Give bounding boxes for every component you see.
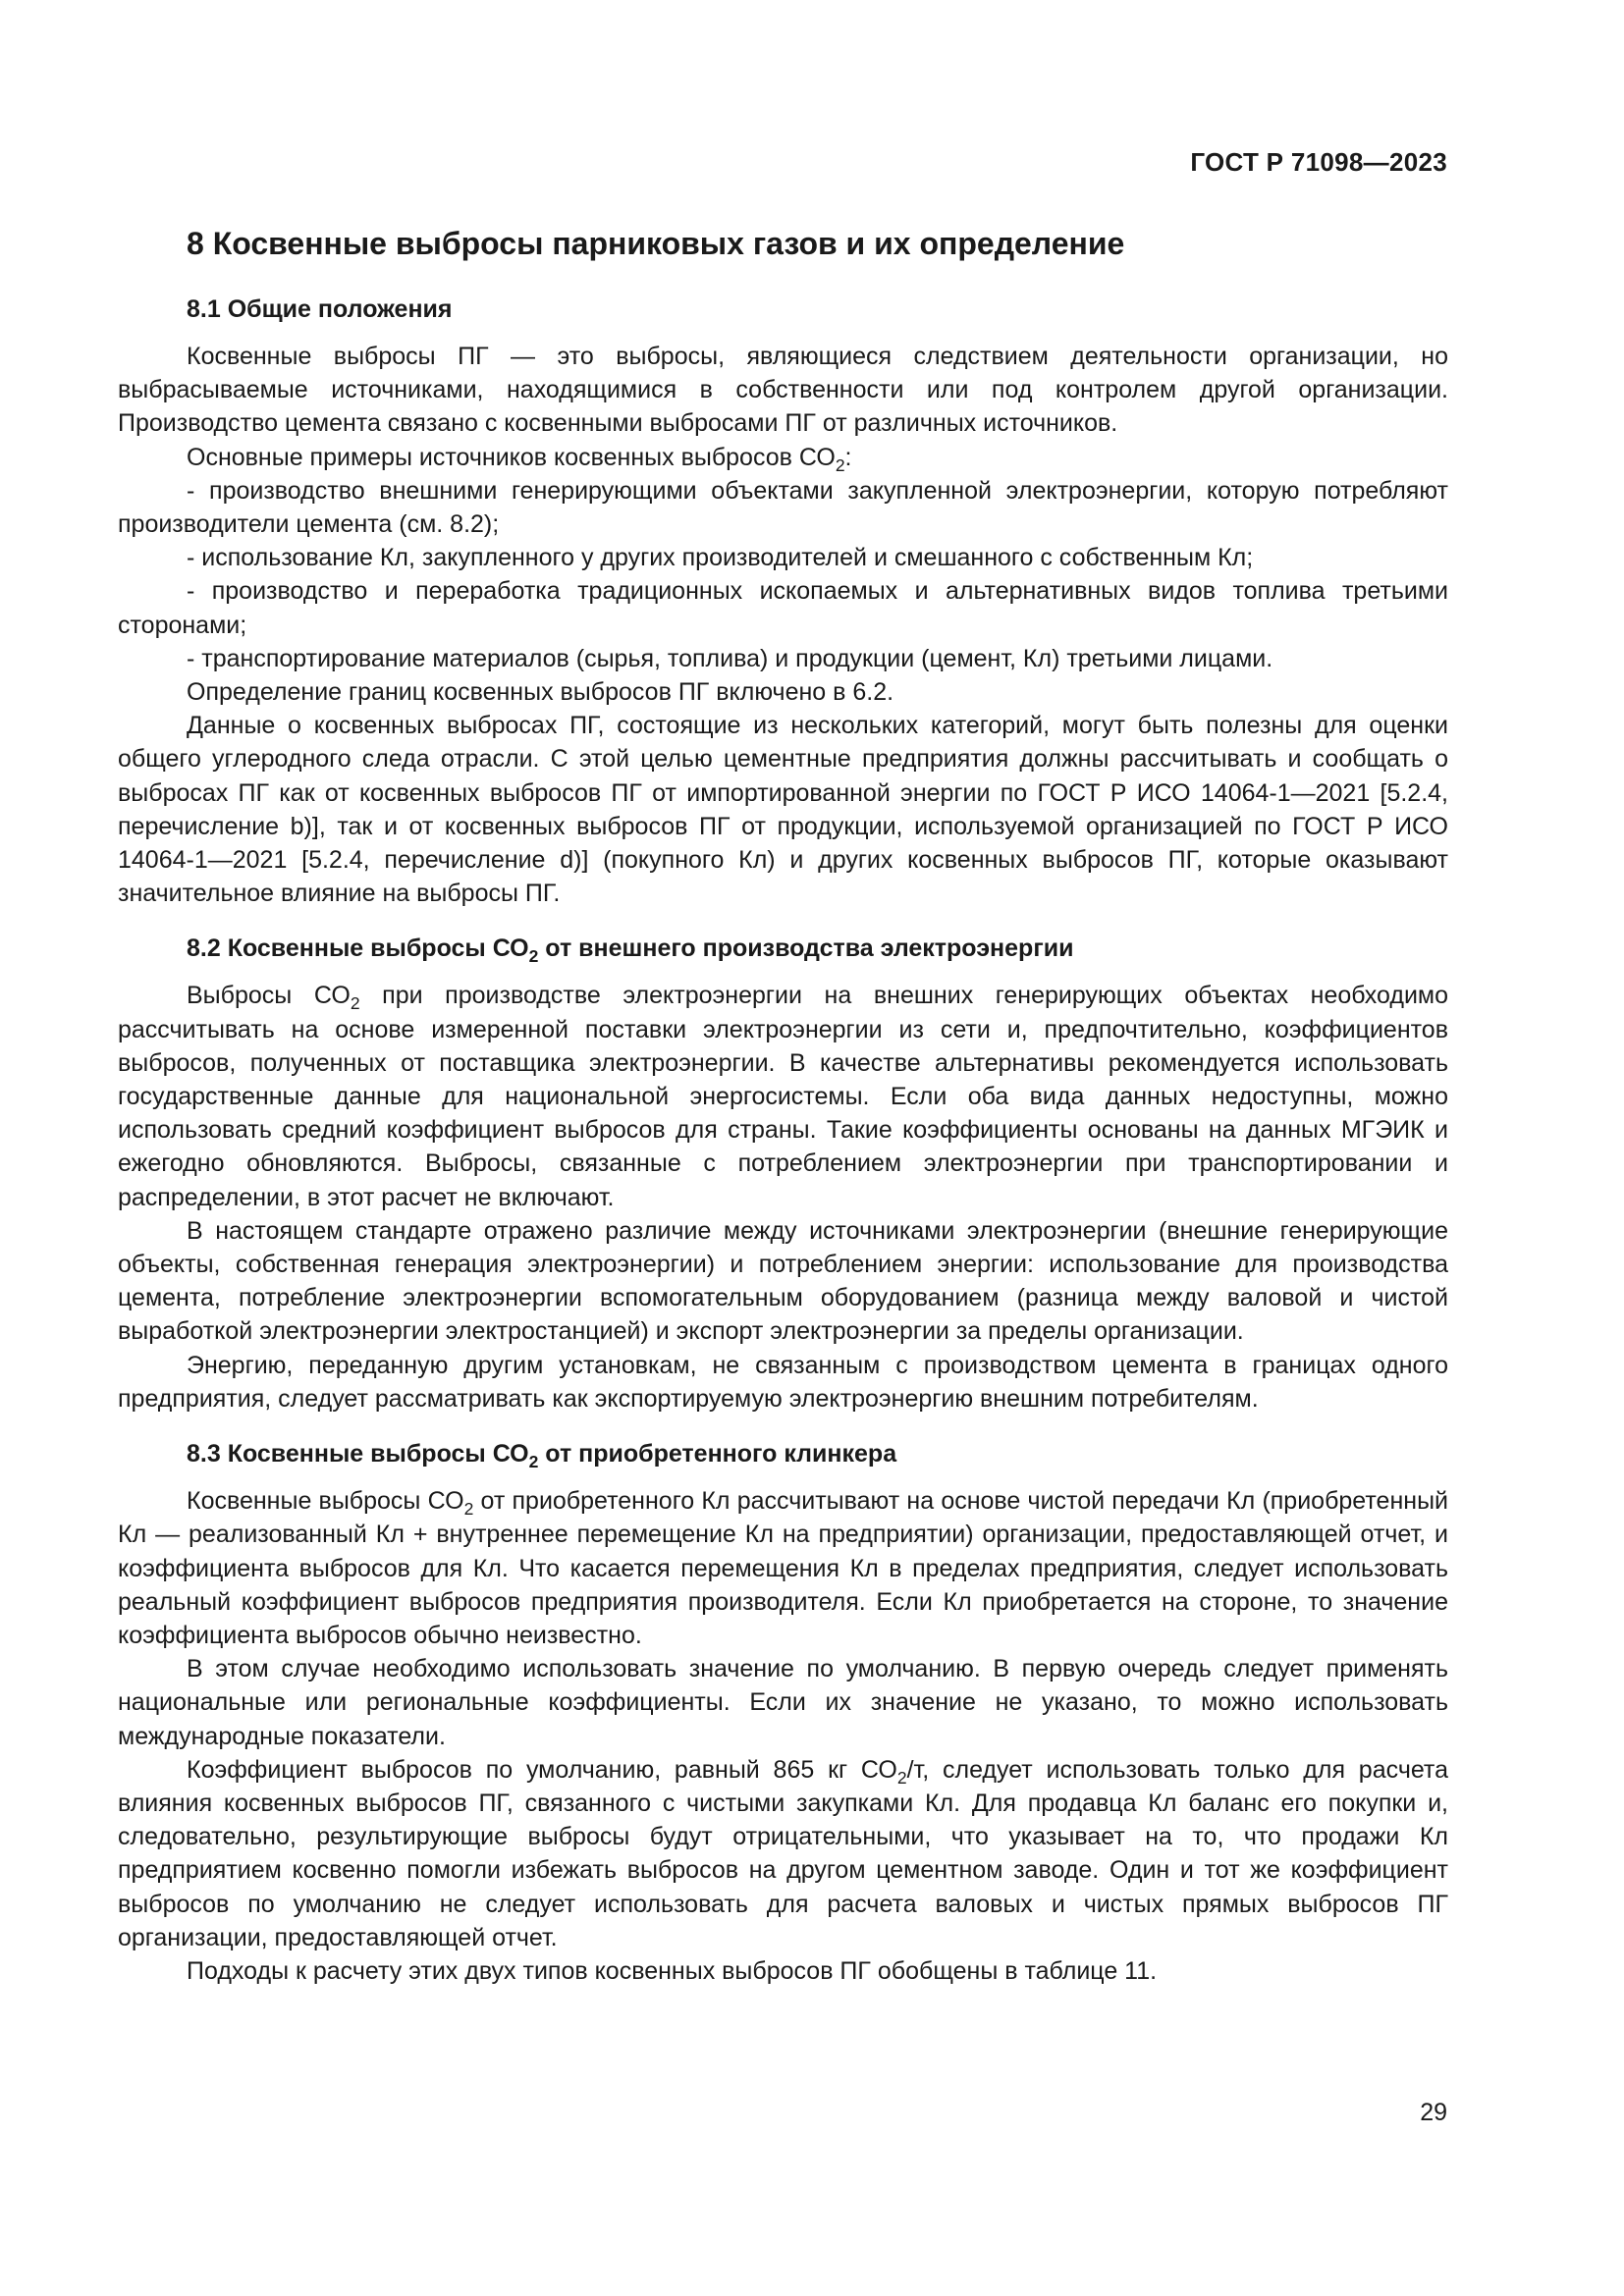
- paragraph: Энергию, переданную другим установкам, не связанным с производством цемента в границах одного предприятия, следует рассматривать как экспортируемую электроэнергию внешним потребителям.: [118, 1351, 1448, 1413]
- document-body: [118, 224, 1448, 1988]
- paragraph: Коэффициент выбросов по умолчанию, равный 865 кг $СО_2/т$, следует использовать только для расчета влияния косвенных выбросов ПГ, связанного с чистыми закупками Кл. Для продавца Кл баланс его покупки и, следовательно, результирующие выбросы будут отрицательными, что указывает на то, что продажи Кл предприятием косвенно помогли избежать выбросов на другом цементном заводе. Один и тот же коэффициент выбросов по умолчанию не следует использовать для расчета валовых и чистых прямых выбросов ПГ организации, предоставляющей отчет.: [118, 1755, 1448, 1951]
- list-item: - производство и переработка традиционных ископаемых и альтернативных видов топлива третьими сторонами;: [118, 577, 1448, 639]
- paragraph: Определение границ косвенных выбросов ПГ включено в 6.2.: [187, 678, 894, 707]
- list-item: - транспортирование материалов (сырья, топлива) и продукции (цемент, Кл) третьими лицами.: [187, 644, 1273, 672]
- section-8-2-title: 8.2 Косвенные выбросы $СО_2$ от внешнего производства электроэнергии: [187, 934, 1074, 967]
- paragraph: Подходы к расчету этих двух типов косвенных выбросов ПГ обобщены в таблице 11.: [187, 1956, 1158, 1985]
- paragraph: Косвенные выбросы ПГ — это выбросы, являющиеся следствием деятельности организации, но выбрасываемые источниками, находящимися в собственности или под контролем другой организации. Производство цемента связано с косвенными выбросами ПГ от различных источников.: [118, 343, 1448, 438]
- section-8-3-title: 8.3 Косвенные выбросы $СО_2$ от приобретенного клинкера: [187, 1440, 897, 1472]
- page-number: 29: [1420, 2099, 1447, 2126]
- list-item: - использование Кл, закупленного у других производителей и смешанного с собственным Кл;: [187, 544, 1254, 572]
- paragraph: Основные примеры источников косвенных выбросов $СО_2$:: [187, 443, 852, 475]
- paragraph: Косвенные выбросы $СО_2$ от приобретенного Кл рассчитывают на основе чистой передачи Кл (приобретенный Кл — реализованный Кл + внутреннее перемещение Кл на предприятии) организации, предоставляющей отчет, и коэффициента выбросов для Кл. Что касается перемещения Кл в пределах предприятия, следует использовать реальный коэффициент выбросов предприятия производителя. Если Кл приобретается на стороне, то значение коэффициента выбросов обычно неизвестно.: [118, 1487, 1448, 1649]
- paragraph: В этом случае необходимо использовать значение по умолчанию. В первую очередь следует применять национальные или региональные коэффициенты. Если их значение не указано, то можно использовать международные показатели.: [118, 1655, 1448, 1750]
- section-8-1-title: 8.1 Общие положения: [187, 295, 453, 323]
- paragraph: Данные о косвенных выбросах ПГ, состоящие из нескольких категорий, могут быть полезны для оценки общего углеродного следа отрасли. С этой целью цементные предприятия должны рассчитывать и сообщать о выбросах ПГ как от косвенных выбросов ПГ от импортированной энергии по ГОСТ Р ИСО 14064-1—2021 [5.2.4, перечисление b)], так и от косвенных выбросов ПГ от продукции, используемой организацией по ГОСТ Р ИСО 14064-1—2021 [5.2.4, перечисление d)] (покупного Кл) и других косвенных выбросов ПГ, которые оказывают значительное влияние на выбросы ПГ.: [118, 712, 1448, 908]
- document-code: ГОСТ Р 71098—2023: [1190, 147, 1447, 177]
- paragraph: В настоящем стандарте отражено различие между источниками электроэнергии (внешние генерирующие объекты, собственная генерация электроэнергии) и потреблением энергии: использование для производства цемента, потребление электроэнергии вспомогательным оборудованием (разница между валовой и чистой выработкой электроэнергии электростанцией) и экспорт электроэнергии за пределы организации.: [118, 1216, 1448, 1346]
- paragraph: Выбросы $СО_2$ при производстве электроэнергии на внешних генерирующих объектах необходимо рассчитывать на основе измеренной поставки электроэнергии из сети и, предпочтительно, коэффициентов выбросов, полученных от поставщика электроэнергии. В качестве альтернативы рекомендуется использовать государственные данные для национальной энергосистемы. Если оба вида данных недоступны, можно использовать средний коэффициент выбросов для страны. Такие коэффициенты основаны на данных МГЭИК и ежегодно обновляются. Выбросы, связанные с потреблением электроэнергии при транспортировании и распределении, в этот расчет не включают.: [118, 982, 1449, 1211]
- list-item: - производство внешними генерирующими объектами закупленной электроэнергии, которую потребляют производители цемента (см. 8.2);: [118, 476, 1448, 539]
- chapter-title: 8 Косвенные выбросы парниковых газов и их определение: [187, 226, 1125, 261]
